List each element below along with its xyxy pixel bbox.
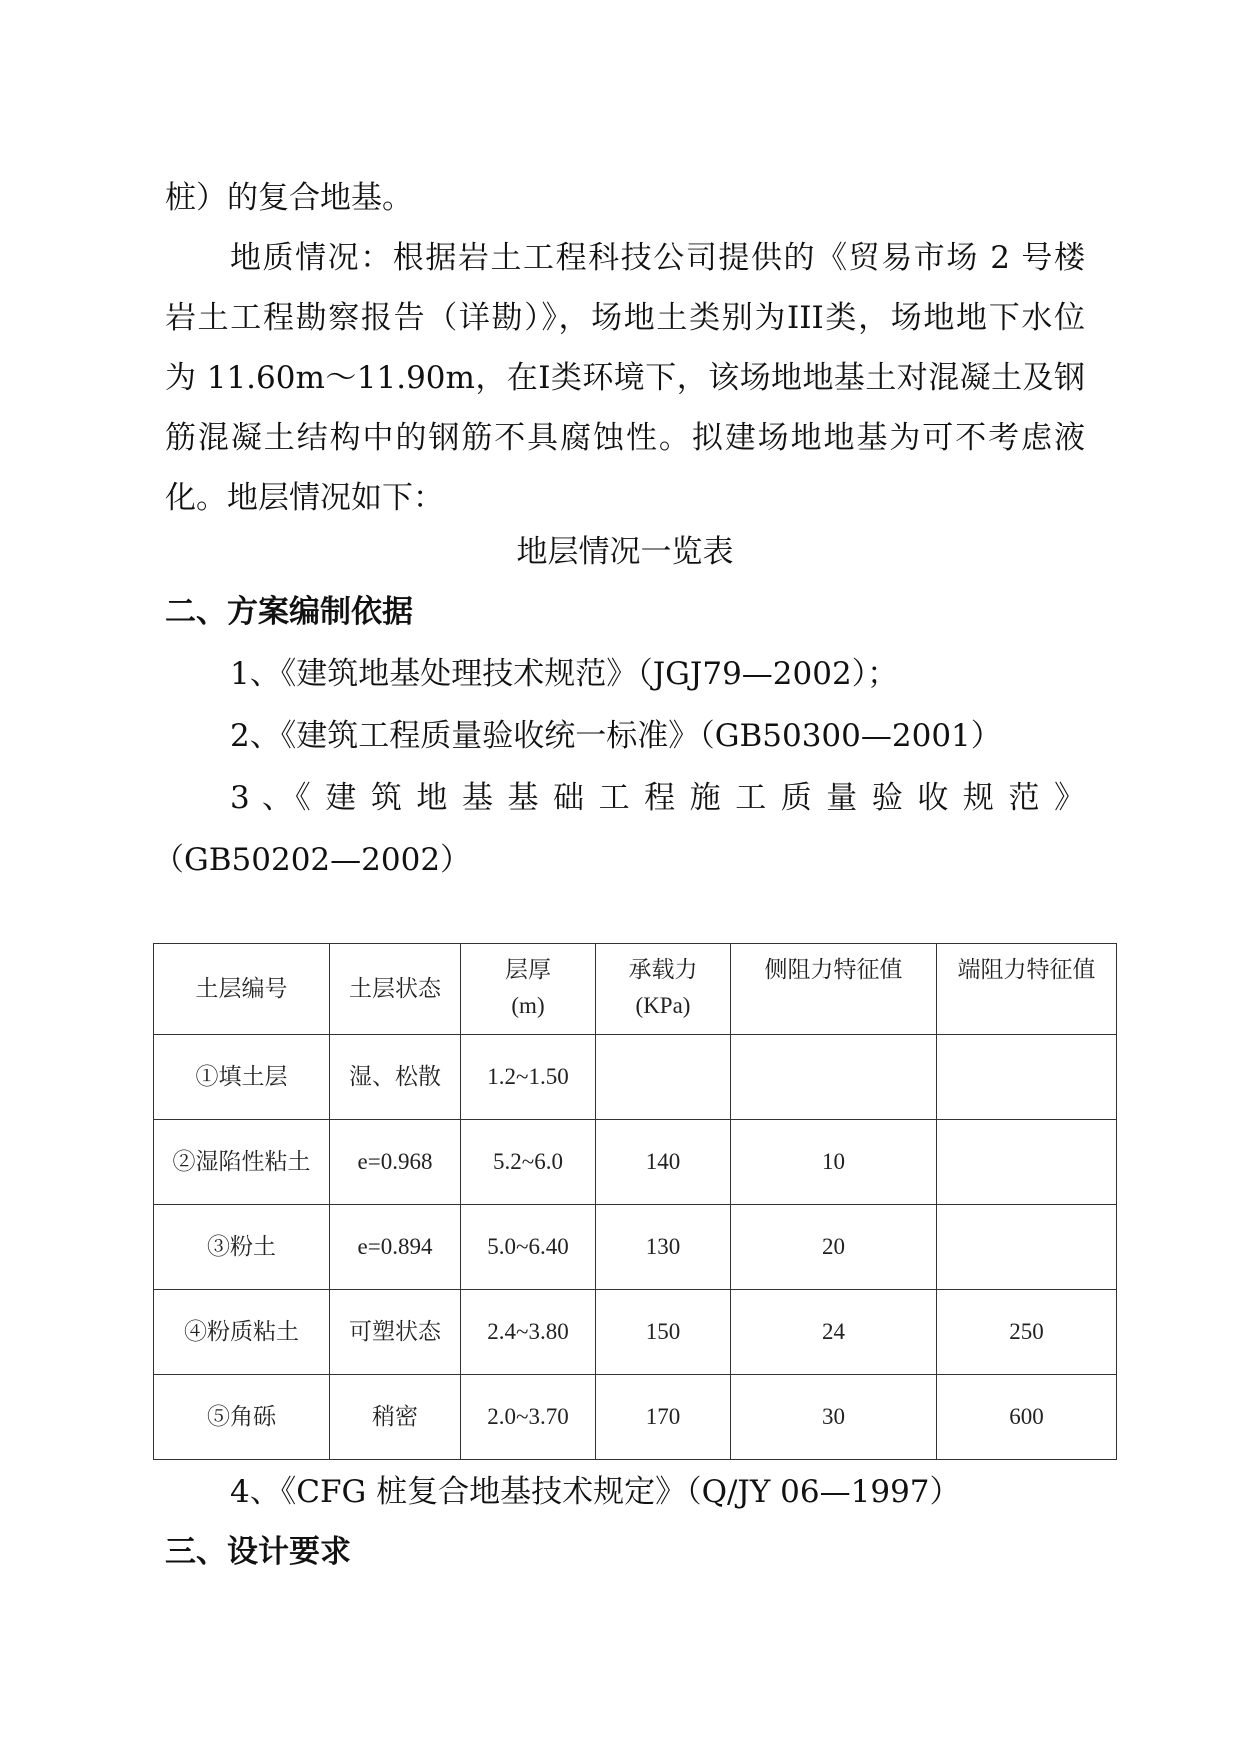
header-cell (461, 944, 596, 1035)
header-label: 侧阻力特征值 (764, 957, 903, 982)
table-cell: 2.0~3.70 (461, 1375, 596, 1460)
table-row (154, 1375, 1117, 1460)
table-cell: 250 (937, 1290, 1117, 1375)
table-cell (937, 1035, 1117, 1120)
table-row (154, 1035, 1117, 1120)
strata-table (153, 943, 1117, 1460)
header-label: 土层状态 (349, 976, 441, 1001)
header-cell (154, 944, 330, 1035)
table-cell: 130 (596, 1205, 731, 1290)
table-cell (937, 1205, 1117, 1290)
table-row (154, 1290, 1117, 1375)
header-label: 端阻力特征值 (957, 957, 1096, 982)
header-cell (937, 944, 1117, 1035)
table-cell: e=0.894 (330, 1205, 461, 1290)
table-cell: 可塑状态 (330, 1290, 461, 1375)
table-cell: 湿、松散 (330, 1035, 461, 1120)
table-caption: 地层情况一览表 (516, 534, 734, 570)
table-cell: ①填土层 (154, 1035, 330, 1120)
paragraph-line: 筋混凝土结构中的钢筋不具腐蚀性。拟建场地地基为可不考虑液 (165, 420, 1085, 456)
table-cell: e=0.968 (330, 1120, 461, 1205)
table-cell: 稍密 (330, 1375, 461, 1460)
table-cell: 5.0~6.40 (461, 1205, 596, 1290)
table-cell: ③粉土 (154, 1205, 330, 1290)
table-cell (731, 1035, 937, 1120)
table-row (154, 1205, 1117, 1290)
table-cell: 2.4~3.80 (461, 1290, 596, 1375)
table-cell: 10 (731, 1120, 937, 1205)
header-label: 承载力 (628, 957, 698, 982)
reference-item: 1、《建筑地基处理技术规范》（JGJ79—2002）； (230, 656, 899, 692)
header-cell (731, 944, 937, 1035)
reference-item: 2、《建筑工程质量验收统一标准》（GB50300—2001） (230, 718, 1002, 754)
reference-item: 4、《CFG 桩复合地基技术规定》（Q/JY 06—1997） (230, 1474, 961, 1510)
table-cell: ②湿陷性粘土 (154, 1120, 330, 1205)
table-cell (596, 1035, 731, 1120)
section-heading: 二、方案编制依据 (165, 594, 413, 630)
header-label: 层厚 (505, 957, 551, 982)
table-cell: 24 (731, 1290, 937, 1375)
paragraph-line: 为 11.60m～11.90m，在Ⅰ类环境下，该场地地基土对混凝土及钢 (165, 360, 1085, 396)
table-cell: 5.2~6.0 (461, 1120, 596, 1205)
header-cell (596, 944, 731, 1035)
table-cell: 140 (596, 1120, 731, 1205)
header-cell (330, 944, 461, 1035)
table-cell: ⑤角砾 (154, 1375, 330, 1460)
table-cell (937, 1120, 1117, 1205)
paragraph-line: 岩土工程勘察报告（详勘）》，场地土类别为III类，场地地下水位 (165, 300, 1085, 336)
table-cell: 150 (596, 1290, 731, 1375)
section-heading: 三、设计要求 (165, 1534, 351, 1570)
table-cell: 30 (731, 1375, 937, 1460)
reference-item-continuation: （GB50202—2002） (153, 842, 472, 878)
paragraph-line: 桩）的复合地基。 (165, 180, 413, 216)
paragraph-line: 化。地层情况如下： (165, 480, 444, 516)
table-cell: 20 (731, 1205, 937, 1290)
table-cell: 600 (937, 1375, 1117, 1460)
table-header-row (154, 944, 1117, 1035)
table-cell: 1.2~1.50 (461, 1035, 596, 1120)
table-row (154, 1120, 1117, 1205)
table-cell: 170 (596, 1375, 731, 1460)
header-unit: (m) (511, 993, 545, 1018)
header-unit: (KPa) (635, 993, 691, 1018)
header-label: 土层编号 (195, 976, 288, 1001)
paragraph-line: 地质情况：根据岩土工程科技公司提供的《贸易市场 2 号楼 (230, 240, 1085, 276)
reference-item: 3 、《 建 筑 地 基 基 础 工 程 施 工 质 量 验 收 规 范 》 (230, 780, 1085, 816)
table-cell: ④粉质粘土 (154, 1290, 330, 1375)
